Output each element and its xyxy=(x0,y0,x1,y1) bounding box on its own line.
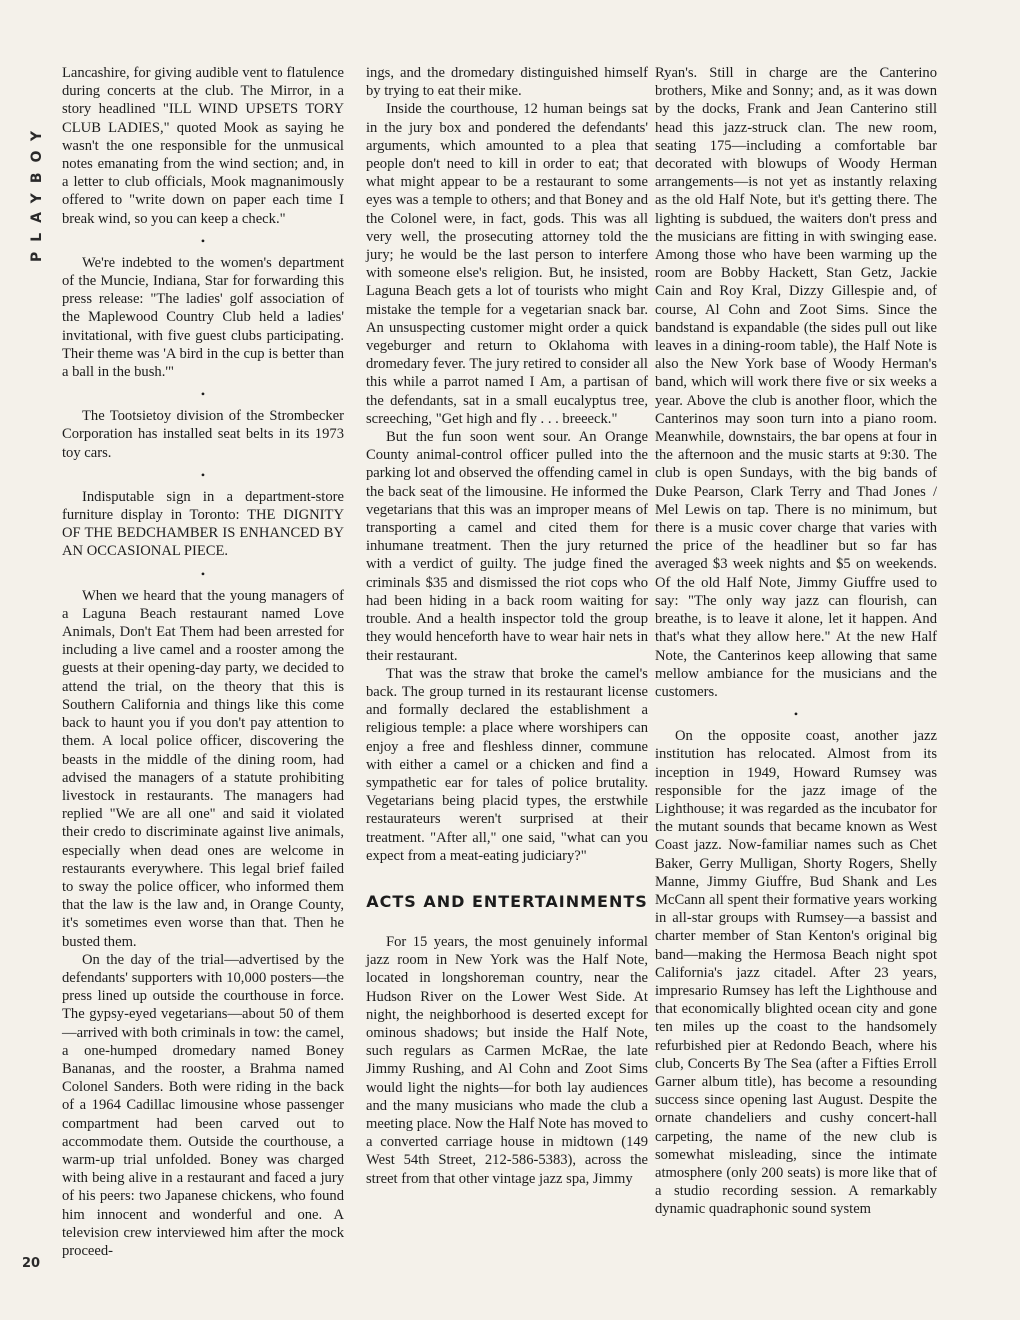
paragraph: That was the straw that broke the camel's back. The group turned in its restaurant license and formally declared the establishment a religious temple: a place where worshipers can enjoy a free and fleshless dinner, commune with either a camel or a chicken and find a sympathetic ear for tales of police brutality. Vegetarians being placid types, the erstwhile restaurateurs weren't surprised at their treatment. "After all," one said, "what can you expect from a meat-eating judiciary?" xyxy=(366,665,648,864)
paragraph: Indisputable sign in a department-store furniture display in Toronto: THE DIGNITY OF THE BEDCHAMBER IS ENHANCED BY AN OCCASIONAL PIECE. xyxy=(62,488,344,560)
separator-dot: • xyxy=(793,707,799,722)
separator-dot: • xyxy=(200,233,206,248)
paragraph: On the day of the trial—advertised by the defendants' supporters with 10,000 posters—the press lined up outside the courthouse in force. The gypsy-eyed vegetarians—about 50 of them—arrived with both criminals in tow: the camel, a one-humped dromedary named Boney Bananas, and the rooster, a Brahma named Colonel Sanders. Both were riding in the back of a 1964 Cadillac limousine whose passenger compartment had been carved out to accommodate them. Outside the courthouse, a warm-up trial unfolded. Boney was charged with being alive in a restaurant and faced a jury of his peers: two Japanese chickens, who found him innocent and wonderful and one. A television crew interviewed him after the mock proceed- xyxy=(62,951,344,1259)
separator-dot: • xyxy=(200,467,206,482)
paragraph: But the fun soon went sour. An Orange County animal-control officer pulled into the parking lot and observed the offending camel in the back seat of the limousine. He informed the vegetarians that this was an improper means of transporting a camel and cited them for inhumane treatment. Then the jury returned with a verdict of guilty. The judge fined the criminals $35 and dismissed the riot cops who had been hiding in a back room waiting for trouble. And a health inspector told the group they would henceforth have to wear hair nets in their restaurant. xyxy=(366,429,648,664)
separator-dot: • xyxy=(200,387,206,402)
page-number: 20 xyxy=(22,1256,41,1271)
column-3 xyxy=(655,64,937,1219)
paragraph: For 15 years, the most genuinely informal jazz room in New York was the Half Note, located in longshoreman country, near the Hudson River on the Lower West Side. At night, the neighborhood is deserted except for ominous shadows; but inside the Half Note, such regulars as Carmen McRae, the late Jimmy Rushing, and Al Cohn and Zoot Sims would light the nights—for both lay audiences and the many musicians who made the club a meeting place. Now the Half Note has moved to a converted carriage house in midtown (149 West 54th Street, 212-586-5383), across the street from that other vintage jazz spa, Jimmy xyxy=(366,933,648,1187)
paragraph: Ryan's. Still in charge are the Canterino brothers, Mike and Sonny; and, as it was down by the docks, Frank and Jean Canterino still head this jazz-struck clan. The new room, seating 175—including a comfortable bar decorated with blowups of Woody Herman arrangements—is not yet as instantly relaxing as the old Half Note, but it's getting there. The lighting is subdued, the waiters don't press and the musicians are fitting in with swinging ease. Among those who have been warming up the room are Bobby Hackett, Stan Getz, Jackie Cain and Roy Kral, Dizzy Gillespie and, of course, Al Cohn and Zoot Sims. Since the bandstand is expandable (the sides pull out like leaves in a dining-room table), the Half Note is also the New York base of Woody Herman's band, which will work there five or six weeks a year. Above the club is another floor, which the Canterinos may soon turn into a piano room. Meanwhile, downstairs, the bar opens at four in the afternoon and the music starts at 9:30. The club is open Sundays, with the big bands of Duke Pearson, Clark Terry and Thad Jones / Mel Lewis on tap. There is no minimum, but there is a music cover charge that varies with the price of the headliner but so far has averaged $3 week nights and $5 on weekends. Of the old Half Note, Jimmy Giuffre used to say: "The only way jazz can flourish, can breathe, is to leave it alone, let it happen. And that's what they allow here." At the new Half Note, the Canterinos keep allowing that same mellow ambiance for the musicians and the customers. xyxy=(655,65,937,700)
paragraph: Inside the courthouse, 12 human beings sat in the jury box and pondered the defendants' arguments, which amounted to a plea that people don't need to kill in order to eat; that what might appear to be a restaurant to some eyes was a temple to others; and that Boney and the Colonel were, in fact, gods. This was all very well, the prosecuting attorney told the jury; he would be the last person to interfere with someone else's religion. But, he insisted, Laguna Beach gets a lot of tourists who might mistake the temple for a vegetarian snack bar. An unsuspecting customer might order a quick vegeburger and return to Oklahoma with dromedary fever. The jury retired to consider all this while a parrot named I Am, a partisan of the defendants, sat in a small eucalyptus tree, screeching, "Get high and fly . . . breeeck." xyxy=(366,101,648,427)
paragraph: On the opposite coast, another jazz institution has relocated. Almost from its inception in 1949, Howard Rumsey was responsible for the jazz image of the Lighthouse; it was regarded as the incubator for the mutant sounds that became known as West Coast jazz. Now-familiar names such as Chet Baker, Gerry Mulligan, Shorty Rogers, Shelly Manne, Jimmy Giuffre, Bud Shank and Les McCann all spent their formative years working in all-star groups with Rumsey—a bassist and charter member of Stan Kenton's original big band—making the Hermosa Beach night spot California's jazz citadel. After 23 years, impresario Rumsey has left the Lighthouse and that economically blighted ocean city and gone ten miles up the coast to the handsomely refurbished pier at Redondo Beach, where his club, Concerts By The Sea (after a Fifties Erroll Garner album title), has become a resounding success since opening last August. Despite the ornate chandeliers and cushy concert-hall carpeting, the name of the new club is somewhat misleading, since the intimate atmosphere (only 200 seats) is more like that of a studio recording session. A remarkably dynamic quadraphonic sound system xyxy=(655,728,937,1218)
paragraph: The Tootsietoy division of the Strombecker Corporation has installed seat belts in its 1973 toy cars. xyxy=(62,408,344,461)
paragraph: ings, and the dromedary distinguished himself by trying to eat their mike. xyxy=(366,65,648,100)
paragraph: When we heard that the young managers of a Laguna Beach restaurant named Love Animals, Don't Eat Them had been arrested for including a live camel and a rooster among the guests at their opening-day party, we decided to attend the trial, on the theory that this is Southern California and things like this come back to haunt you if you don't pay attention to them. A local police officer, discovering the beasts in the middle of the dining room, had advised the managers of a statute prohibiting livestock in restaurants. The managers had replied "We are all one" and said it violated their credo to discriminate against live animals, especially when dead ones are welcome in restaurants everywhere. This legal brief failed to sway the police officer, who informed them that the law is the law and, in Orange County, it's sometimes even worse than that. Then he busted them. xyxy=(62,587,344,950)
paragraph: We're indebted to the women's department of the Muncie, Indiana, Star for forwarding this press release: "The ladies' golf association of the Maplewood Country Club held a ladies' invitational, with five guest clubs participating. Their theme was 'A bird in the cup is better than a ball in the bush.'" xyxy=(62,254,344,381)
magazine-running-head: PLAYBOY xyxy=(29,120,45,262)
column-1 xyxy=(62,64,344,1260)
separator-dot: • xyxy=(200,566,206,581)
column-2 xyxy=(366,64,648,1188)
section-heading: ACTS AND ENTERTAINMENTS xyxy=(366,891,648,911)
paragraph: Lancashire, for giving audible vent to flatulence during concerts at the club. The Mirror, in a story headlined "ILL WIND UPSETS TORY CLUB LADIES," quoted Mook as saying he wasn't the one responsible for the unmusical notes emanating from the wind section; and, in a letter to club officials, Mook magnanimously offered to "write down on paper each time I break wind, so you can keep a check." xyxy=(62,65,344,227)
